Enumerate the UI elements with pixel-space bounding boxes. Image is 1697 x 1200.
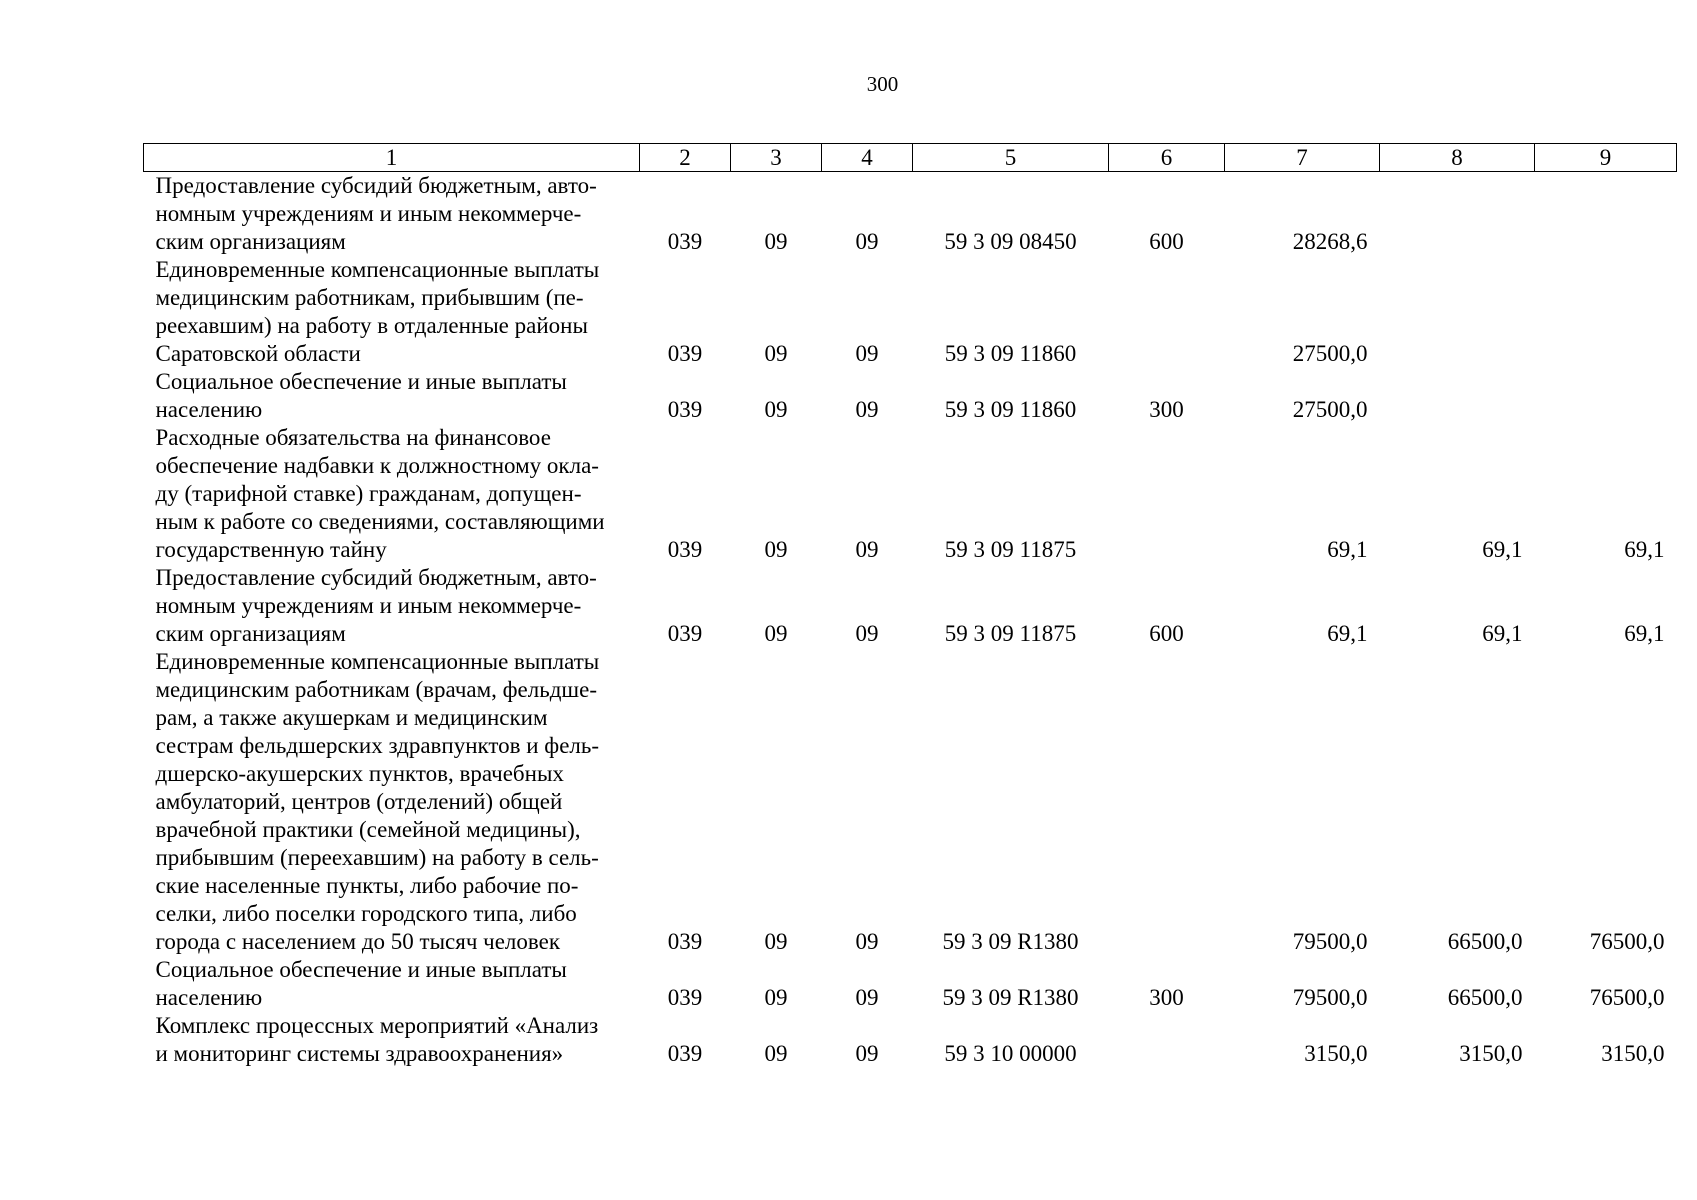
grbs-code: 039 [667,621,703,646]
grbs-code: 039 [667,985,703,1010]
target-article-code: 59 3 09 R1380 [942,929,1079,954]
amount-col9: 69,1 [1624,621,1665,646]
table-row [144,172,1677,257]
amount-col8: 66500,0 [1447,985,1523,1010]
amount-col7: 79500,0 [1292,985,1368,1010]
header-cell: 1 [144,144,640,172]
description-line: медицинским работникам, прибывшим (пе- [155,285,584,310]
amount-col8 [1380,172,1535,257]
amount-col9: 76500,0 [1589,929,1665,954]
expense-type-code [1109,424,1225,564]
target-article-code: 59 3 09 R1380 [942,985,1079,1010]
description-line: Единовременные компенсационные выплаты [155,649,600,674]
amount-col7: 3150,0 [1304,1041,1368,1066]
section-code: 09 [764,341,788,366]
description-line: населению [155,985,263,1010]
amount-col9 [1535,172,1677,257]
description-line: врачебной практики (семейной медицины), [155,817,581,842]
grbs-code: 039 [667,1041,703,1066]
subsection-code: 09 [855,929,879,954]
amount-col7: 69,1 [1327,537,1368,562]
row-description [144,172,640,257]
amount-col8: 69,1 [1482,621,1523,646]
table-row [144,368,1677,424]
table-row [144,1012,1677,1068]
description-line: населению [155,397,263,422]
description-line: Социальное обеспечение и иные выплаты [155,369,567,394]
description-line: номным учреждениям и иным некоммерче- [155,593,582,618]
grbs-code: 039 [667,341,703,366]
table-row [144,424,1677,564]
expense-type-code: 300 [1149,397,1184,422]
expense-type-code: 600 [1149,621,1184,646]
grbs-code: 039 [667,229,703,254]
section-code: 09 [764,1041,788,1066]
description-line: прибывшим (переехавшим) на работу в сель- [155,845,599,870]
subsection-code: 09 [855,341,879,366]
description-line: Предоставление субсидий бюджетным, авто- [155,565,597,590]
row-description [144,648,640,956]
description-line: номным учреждениям и иным некоммерче- [155,201,582,226]
description-line: государственную тайну [155,537,387,562]
description-line: Расходные обязательства на финансовое [155,425,551,450]
expense-type-code [1109,1012,1225,1068]
amount-col7: 79500,0 [1292,929,1368,954]
header-cell: 4 [822,144,913,172]
description-line: Предоставление субсидий бюджетным, авто- [155,173,597,198]
subsection-code: 09 [855,229,879,254]
amount-col8: 66500,0 [1447,929,1523,954]
section-code: 09 [764,397,788,422]
subsection-code: 09 [855,537,879,562]
table-row [144,256,1677,368]
expense-type-code: 600 [1149,229,1184,254]
row-description [144,564,640,648]
amount-col7: 28268,6 [1292,229,1368,254]
description-line: обеспечение надбавки к должностному окла- [155,453,599,478]
row-description [144,1012,640,1068]
section-code: 09 [764,621,788,646]
target-article-code: 59 3 09 11860 [944,341,1077,366]
amount-col8 [1380,368,1535,424]
row-description [144,256,640,368]
section-code: 09 [764,229,788,254]
description-line: ным к работе со сведениями, составляющими [155,509,605,534]
header-cell: 5 [913,144,1109,172]
amount-col9: 69,1 [1624,537,1665,562]
amount-col7: 27500,0 [1292,397,1368,422]
description-line: рам, а также акушеркам и медицинским [155,705,548,730]
description-line: медицинским работникам (врачам, фельдше- [155,677,598,702]
row-description [144,368,640,424]
subsection-code: 09 [855,621,879,646]
grbs-code: 039 [667,537,703,562]
target-article-code: 59 3 10 00000 [944,1041,1077,1066]
description-line: Комплекс процессных мероприятий «Анализ [155,1013,599,1038]
description-line: ду (тарифной ставке) гражданам, допущен- [155,481,582,506]
description-line: Единовременные компенсационные выплаты [155,257,600,282]
amount-col9 [1535,256,1677,368]
header-row [144,144,1677,172]
amount-col8 [1380,256,1535,368]
subsection-code: 09 [855,397,879,422]
header-cell: 6 [1109,144,1225,172]
grbs-code: 039 [667,397,703,422]
description-line: Социальное обеспечение и иные выплаты [155,957,567,982]
page-number: 300 [866,72,899,96]
description-line: дшерско-акушерских пунктов, врачебных [155,761,564,786]
row-description [144,424,640,564]
amount-col9: 3150,0 [1601,1041,1665,1066]
expense-type-code [1109,648,1225,956]
amount-col7: 69,1 [1327,621,1368,646]
expense-type-code [1109,256,1225,368]
amount-col9: 76500,0 [1589,985,1665,1010]
description-line: Саратовской области [155,341,361,366]
description-line: ским организациям [155,229,346,254]
section-code: 09 [764,929,788,954]
subsection-code: 09 [855,1041,879,1066]
description-line: амбулаторий, центров (отделений) общей [155,789,563,814]
amount-col9 [1535,368,1677,424]
target-article-code: 59 3 09 11875 [944,537,1077,562]
header-cell: 8 [1380,144,1535,172]
description-line: ские населенные пункты, либо рабочие по- [155,873,579,898]
table-row [144,956,1677,1012]
header-cell: 2 [640,144,731,172]
target-article-code: 59 3 09 08450 [944,229,1077,254]
table-row [144,648,1677,956]
header-cell: 9 [1535,144,1677,172]
description-line: города с населением до 50 тысяч человек [155,929,561,954]
row-description [144,956,640,1012]
subsection-code: 09 [855,985,879,1010]
header-cell: 3 [731,144,822,172]
description-line: и мониторинг системы здравоохранения» [155,1041,564,1066]
target-article-code: 59 3 09 11860 [944,397,1077,422]
amount-col7: 27500,0 [1292,341,1368,366]
section-code: 09 [764,985,788,1010]
grbs-code: 039 [667,929,703,954]
amount-col8: 69,1 [1482,537,1523,562]
amount-col8: 3150,0 [1459,1041,1523,1066]
description-line: селки, либо поселки городского типа, либо [155,901,577,926]
budget-table [143,143,1677,1068]
table-row [144,564,1677,648]
target-article-code: 59 3 09 11875 [944,621,1077,646]
description-line: сестрам фельдшерских здравпунктов и фель- [155,733,600,758]
description-line: реехавшим) на работу в отдаленные районы [155,313,588,338]
section-code: 09 [764,537,788,562]
header-cell: 7 [1225,144,1380,172]
expense-type-code: 300 [1149,985,1184,1010]
description-line: ским организациям [155,621,346,646]
